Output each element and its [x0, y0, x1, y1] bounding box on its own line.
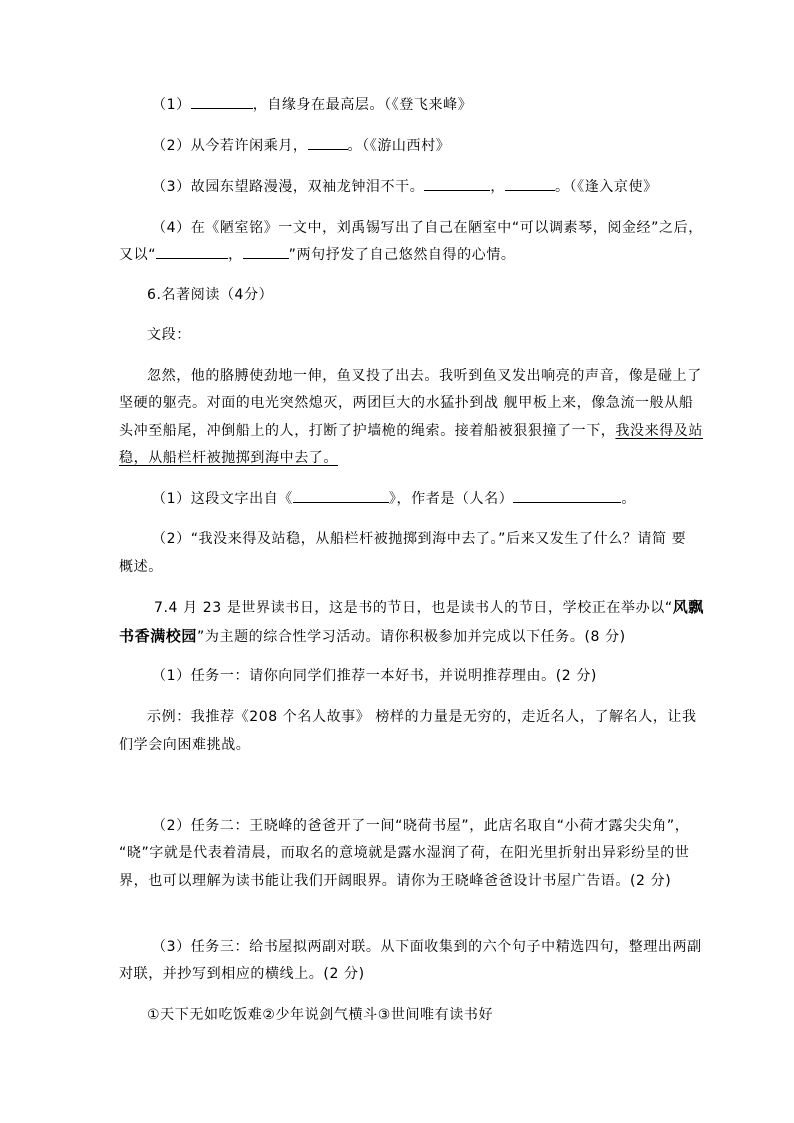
q5-line-1	[152, 94, 472, 115]
answer-blank[interactable]	[156, 244, 228, 259]
underlined-sentence: 稳，从船栏杆被抛掷到海中去了。	[119, 450, 338, 466]
q7-task-1: （1）任务一：请你向同学们推荐一本好书，并说明推荐理由。(2 分)	[152, 668, 597, 684]
q5-line-3: （3）故园东望路漫漫，双袖龙钟泪不干。 ， 。（《逢入京使》	[152, 176, 658, 197]
q7-example-line-1: 示例：我推荐《208 个名人故事》 榜样的力量是无穷的，走近名人，了解名人，让我	[147, 709, 697, 725]
poem-source: 。（《逢入京使》	[554, 179, 658, 195]
q7-task-3-line-2: 对联，并抄写到相应的横线上。(2 分)	[119, 966, 365, 982]
q6-sub2-line-1: （2）“我没来得及站稳，从船栏杆被抛掷到海中去了。”后来又发生了什么？请简 要	[152, 531, 687, 547]
item-number: （3）	[152, 179, 191, 195]
q7-task-2-line-2: “晓”字就是代表着清晨，而取名的意境就是露水湿润了荷，在阳光里折射出异彩纷呈的世	[119, 845, 690, 861]
q6-title: 6.名著阅读（4分）	[147, 287, 274, 303]
q6-sub2-line-2: 概述。	[119, 559, 163, 575]
q6-sub1: （1）这段文字出自《 》，作者是（人名） 。	[152, 488, 636, 509]
item-number: （2）	[152, 138, 191, 154]
q5-line-2	[152, 135, 450, 156]
poem-line: ，自缘身在最高层。（《登飞来峰》	[252, 97, 473, 113]
couplet-sentences: ①天下无如吃饭难②少年说剑气横斗③世间唯有读书好	[147, 1007, 494, 1023]
q7-example-line-2: 们学会向困难挑战。	[119, 737, 251, 753]
answer-blank[interactable]	[424, 176, 490, 191]
q5-line-4: （4）在《陋室铭》一文中，刘禹锡写出了自己在陋室中“可以调素琴，阅金经”之后，	[152, 220, 703, 236]
q7-intro-line-2: 书香满校园”为主题的综合性学习活动。请你积极参加并完成以下任务。(8 分)	[119, 627, 626, 645]
q5-line-4-cont: 又以“ ， ”两句抒发了自己悠然自得的心情。	[119, 244, 516, 265]
poem-line: 故园东望路漫漫，双袖龙钟泪不干。	[190, 179, 425, 195]
q7-task-2-line-1: （2）任务二：王晓峰的爸爸开了一间“晓荷书屋”，此店名取自“小荷才露尖尖角”，	[152, 818, 690, 834]
underlined-sentence: 我没来得及站	[615, 423, 704, 439]
q7-task-3-line-1: （3）任务三：给书屋拟两副对联。从下面收集到的六个句子中精选四句，整理出两副	[152, 939, 702, 955]
activity-theme: 风飘	[672, 598, 704, 616]
poem-source: 。（《游山西村》	[347, 138, 451, 154]
answer-blank[interactable]	[191, 94, 253, 109]
passage-line-3: 头冲至船尾，冲倒船上的人，打断了护墙桅的绳索。接着船被狠狠撞了一下，我没来得及站	[119, 423, 704, 439]
passage-line-4	[119, 448, 338, 468]
passage-line-2: 坚硬的躯壳。对面的电光突然熄灭，两团巨大的水猛扑到战 舰甲板上来，像急流一般从船	[119, 395, 694, 411]
author-blank[interactable]	[513, 488, 621, 503]
activity-theme: 书香满校园	[119, 627, 198, 645]
passage-line-1: 忽然，他的胳膊使劲地一伸，鱼叉投了出去。我听到鱼叉发出响亮的声音，像是碰上了	[147, 368, 702, 384]
q7-intro-line-1: 7.4 月 23 是世界读书日，这是书的节日，也是读书人的节日，学校正在举办以“风飘	[154, 598, 704, 616]
item-number: （1）	[152, 97, 191, 113]
answer-blank[interactable]	[308, 135, 348, 150]
answer-blank[interactable]	[505, 176, 555, 191]
q6-passage-label: 文段：	[147, 327, 191, 343]
book-title-blank[interactable]	[293, 488, 389, 503]
answer-blank[interactable]	[243, 244, 289, 259]
q7-task-2-line-3: 界，也可以理解为读书能让我们开阔眼界。请你为王晓峰爸爸设计书屋广告语。(2 分)	[119, 873, 672, 889]
poem-line: 从今若许闲乘月，	[190, 138, 308, 154]
